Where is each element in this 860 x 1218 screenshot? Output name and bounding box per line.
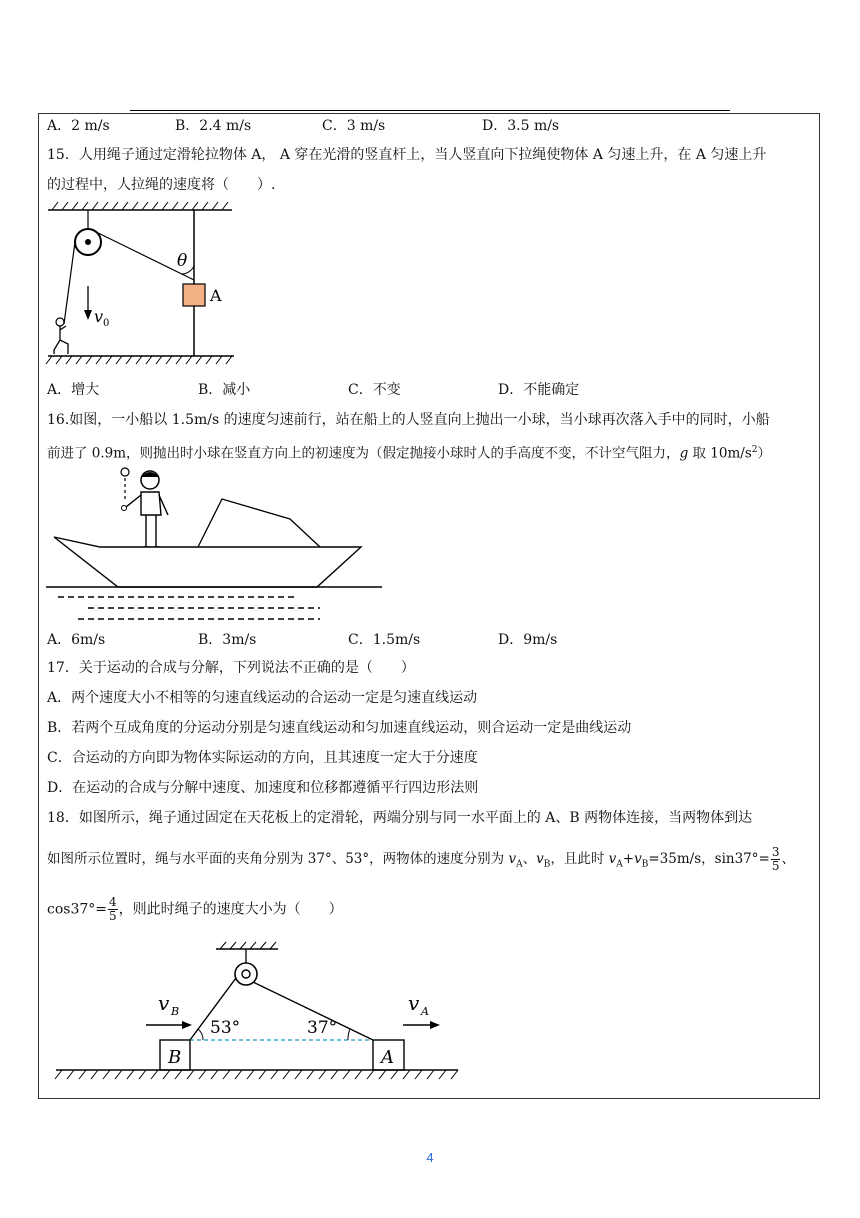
vb-label: v [158, 991, 170, 1015]
q18-stem-line1: 18．如图所示，绳子通过固定在天花板上的定滑轮，两端分别与同一水平面上的 A、B 两物体连接，当两物体到达 [47, 810, 753, 826]
q18-stem-line2: 如图所示位置时，绳与水平面的夹角分别为 37°、53°，两物体的速度分别为 $v_A$、$v_B$，且此时 $v_A+v_B=35m/s$，sin37°= $\frac{3}{5}$ 、 [47, 845, 795, 873]
q15-stem-line1: 15．人用绳子通过定滑轮拉物体 A， A 穿在光滑的竖直杆上，当人竖直向下拉绳使物体 A 匀速上升，在 A 匀速上升 [47, 147, 767, 163]
block-a-label-18: A [381, 1047, 394, 1068]
page-number: 4 [426, 1150, 434, 1165]
sin-fraction: $\frac{3}{5}$ [771, 845, 780, 873]
q14-option-c: C．3 m/s [322, 118, 386, 134]
q17-option-b: B．若两个互成角度的分运动分别是匀速直线运动和匀加速直线运动，则合运动一定是曲线运动 [47, 720, 632, 736]
q16-stem-line2: 前进了 0.9m，则抛出时小球在竖直方向上的初速度为（假定抛接小球时人的手高度不变，不计空气阻力，g 取 $10m/s^2$） [47, 445, 771, 462]
block-a-label: A [210, 286, 222, 305]
svg-text:B: B [171, 1005, 180, 1018]
q16-stem-line1: 16.如图，一小船以 1.5m/s 的速度匀速前行，站在船上的人竖直向上抛出一小球，当小球再次落入手中的同时，小船 [47, 412, 770, 428]
q15-option-c: C．不变 [348, 382, 401, 398]
q15-stem-line2: 的过程中，人拉绳的速度将（ ）. [47, 177, 276, 193]
theta-label: θ [177, 251, 188, 271]
q16-option-d: D．9m/s [498, 632, 558, 648]
q17-stem: 17．关于运动的合成与分解，下列说法不正确的是（ ） [47, 660, 415, 676]
q15-option-b: B．减小 [198, 382, 251, 398]
q14-option-b: B．2.4 m/s [175, 118, 252, 134]
q15-pulley-figure [44, 198, 244, 370]
angle-53-label: 53° [210, 1018, 241, 1038]
svg-text:0: 0 [103, 318, 110, 329]
q16-option-b: B．3m/s [198, 632, 257, 648]
q15-option-a: A．增大 [47, 382, 100, 398]
q17-option-a: A．两个速度大小不相等的匀速直线运动的合运动一定是匀速直线运动 [47, 690, 478, 706]
header-rule [130, 110, 730, 111]
cos-fraction: $\frac{4}{5}$ [109, 895, 117, 923]
q17-option-d: D．在运动的合成与分解中速度、加速度和位移都遵循平行四边形法则 [47, 780, 479, 796]
q14-option-a: A．2 m/s [47, 118, 110, 134]
block-b-label: B [168, 1047, 182, 1068]
q15-option-d: D．不能确定 [498, 382, 580, 398]
va-label: v [408, 991, 420, 1015]
q17-option-c: C．合运动的方向即为物体实际运动的方向，且其速度一定大于分速度 [47, 750, 478, 766]
q16-option-c: C．1.5m/s [348, 632, 421, 648]
q18-pulley-figure [50, 940, 465, 1085]
svg-text:A: A [421, 1005, 429, 1018]
angle-37-label: 37° [307, 1018, 338, 1038]
q14-option-d: D．3.5 m/s [482, 118, 560, 134]
q16-boat-figure [44, 465, 389, 623]
q18-stem-line3: cos37°= $\frac{4}{5}$ ，则此时绳子的速度大小为（ ） [47, 895, 343, 923]
q16-option-a: A．6m/s [47, 632, 106, 648]
v0-label: v [94, 307, 104, 326]
